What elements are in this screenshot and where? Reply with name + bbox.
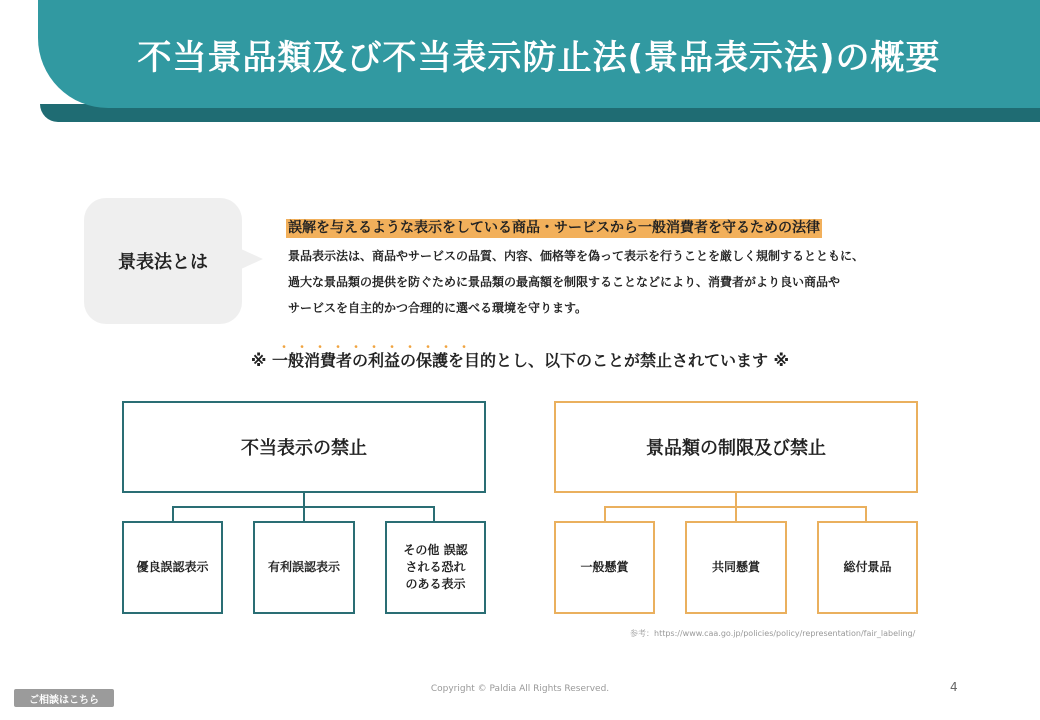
bubble-tail	[241, 249, 263, 269]
bubble-label: 景表法とは	[118, 252, 208, 273]
description-line: 景品表示法は、商品やサービスの品質、内容、価格等を偽って表示を行うことを厳しく規制するとともに、	[288, 249, 865, 263]
emphasis-dots: ・・・・・・・・・・・	[278, 340, 477, 354]
right-item-box	[554, 521, 655, 614]
left-item-box	[122, 521, 223, 614]
right-item-label: 総付景品	[843, 560, 892, 574]
right-group-title: 景品類の制限及び禁止	[646, 438, 826, 459]
connector-line	[735, 506, 737, 522]
intro-bubble	[84, 198, 242, 324]
connector-line	[303, 493, 305, 507]
description-line: 過大な景品類の提供を防ぐために景品類の最高額を制限することなどにより、消費者がより良い商品や	[288, 275, 841, 289]
reference-link[interactable]: 参考：https://www.caa.go.jp/policies/policy/representation/fair_labeling/	[630, 629, 916, 638]
left-item-label: 有利誤認表示	[267, 560, 340, 574]
connector-line	[735, 493, 737, 507]
notice-text: ※ 一般消費者の利益の保護を目的とし、以下のことが禁止されています ※	[250, 351, 790, 370]
intro-description	[288, 243, 968, 321]
page-title: 不当景品類及び不当表示防止法(景品表示法)の概要	[137, 37, 941, 78]
connector-line	[172, 506, 174, 522]
right-group-title-box	[554, 401, 918, 493]
left-item-label: その他 誤認 される恐れ のある表示	[403, 543, 468, 591]
connector-line	[433, 506, 435, 522]
page-number: 4	[950, 680, 958, 694]
left-group-title-box	[122, 401, 486, 493]
consult-button[interactable]: ご相談はこちら	[14, 689, 114, 707]
copyright: Copyright © Paldia All Rights Reserved.	[430, 684, 610, 694]
right-item-box	[817, 521, 918, 614]
left-item-label: 優良誤認表示	[136, 560, 209, 574]
connector-line	[303, 506, 305, 522]
right-item-box	[685, 521, 787, 614]
right-item-label: 共同懸賞	[711, 560, 760, 574]
left-group-title: 不当表示の禁止	[241, 438, 367, 459]
left-item-box	[385, 521, 486, 614]
right-item-label: 一般懸賞	[580, 560, 629, 574]
connector-line	[865, 506, 867, 522]
left-item-box	[253, 521, 355, 614]
intro-highlight: 誤解を与えるような表示をしている商品・サービスから一般消費者を守るための法律	[288, 220, 820, 236]
description-line: サービスを自主的かつ合理的に選べる環境を守ります。	[288, 301, 588, 315]
connector-line	[604, 506, 606, 522]
